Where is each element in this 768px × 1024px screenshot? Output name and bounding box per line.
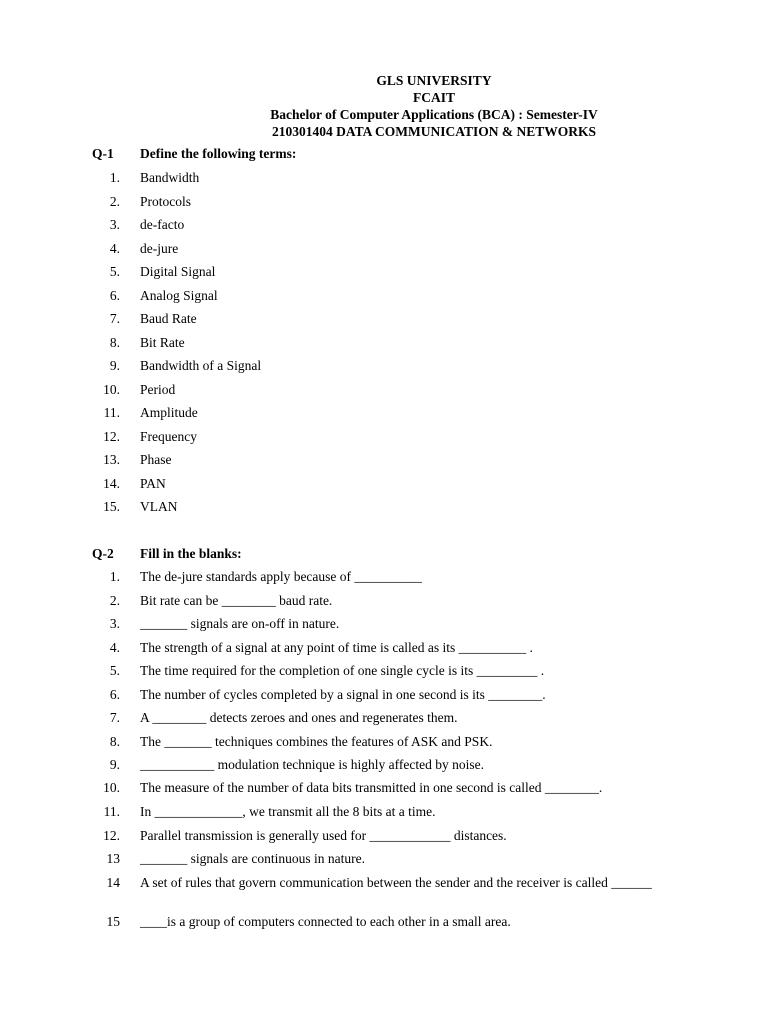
item-text: Bandwidth of a Signal xyxy=(140,358,262,373)
item-text: Protocols xyxy=(140,193,192,209)
item-number: 8. xyxy=(109,734,120,749)
q2-item xyxy=(90,686,710,704)
item-number: 3. xyxy=(109,217,120,232)
item-number: 7. xyxy=(109,710,120,725)
item-number: 7. xyxy=(109,311,120,326)
q2-item xyxy=(90,874,710,892)
item-text: Bandwidth xyxy=(140,170,200,185)
item-number: 6. xyxy=(109,287,120,303)
item-text: Amplitude xyxy=(140,405,198,420)
q2-item xyxy=(90,850,710,868)
university-name: GLS UNIVERSITY xyxy=(376,73,492,88)
item-text: Frequency xyxy=(140,428,197,444)
faculty-name: FCAIT xyxy=(412,90,455,105)
q2-number: Q-2 xyxy=(92,546,114,561)
item-number: 12. xyxy=(103,428,120,444)
item-text: The de-jure standards apply because of __________ xyxy=(140,569,422,584)
q1-item xyxy=(90,193,710,211)
q1-item xyxy=(90,334,710,352)
item-number: 1. xyxy=(109,569,120,584)
item-number: 11. xyxy=(103,804,120,819)
item-number: 14. xyxy=(103,475,120,491)
item-number: 2. xyxy=(109,593,120,608)
q1-item xyxy=(90,357,710,375)
item-number: 15. xyxy=(103,499,120,514)
q2-item xyxy=(90,615,710,633)
item-text: The _______ techniques combines the features of ASK and PSK. xyxy=(140,734,493,749)
item-text: Parallel transmission is generally used for ____________ distances. xyxy=(140,828,507,843)
item-text: de-facto xyxy=(140,217,185,232)
item-text: A set of rules that govern communication between the sender and the receiver is called ______ xyxy=(140,875,652,890)
document-header xyxy=(0,72,768,140)
q2-item xyxy=(90,827,710,845)
q1-title: Define the following terms: xyxy=(140,146,297,161)
q1-item xyxy=(90,498,710,516)
item-number: 15 xyxy=(106,914,120,929)
item-number: 5. xyxy=(109,264,120,279)
item-text: Period xyxy=(140,381,176,397)
q1-item xyxy=(90,404,710,422)
q2-item xyxy=(90,779,710,797)
q1-item xyxy=(90,475,710,493)
item-number: 9. xyxy=(109,757,120,772)
item-text: Phase xyxy=(140,452,172,467)
q1-number: Q-1 xyxy=(92,146,114,161)
item-text: The strength of a signal at any point of time is called as its __________ . xyxy=(140,640,533,655)
item-number: 5. xyxy=(109,663,120,678)
item-text: ___________ modulation technique is highly affected by noise. xyxy=(140,757,484,772)
item-text: _______ signals are continuous in nature. xyxy=(140,851,365,866)
item-text: The number of cycles completed by a signal in one second is its ________. xyxy=(140,687,546,702)
item-number: 4. xyxy=(109,240,120,256)
item-text: ____is a group of computers connected to each other in a small area. xyxy=(140,914,511,929)
item-number: 13. xyxy=(103,452,120,467)
item-text: Bit rate can be ________ baud rate. xyxy=(140,593,333,608)
item-text: The time required for the completion of one single cycle is its _________ . xyxy=(140,663,545,678)
q2-item xyxy=(90,756,710,774)
item-text: de-jure xyxy=(140,240,179,256)
item-number: 3. xyxy=(109,616,120,631)
q1-item xyxy=(90,287,710,305)
q2-item xyxy=(90,803,710,821)
item-number: 10. xyxy=(103,381,120,397)
item-number: 14 xyxy=(106,875,120,890)
q2-heading xyxy=(92,546,242,562)
item-number: 12. xyxy=(103,828,120,843)
item-text: VLAN xyxy=(140,499,178,514)
q2-item xyxy=(90,709,710,727)
item-text: A ________ detects zeroes and ones and regenerates them. xyxy=(140,710,458,725)
q2-item xyxy=(90,639,710,657)
q2-item xyxy=(90,913,710,931)
item-text: Analog Signal xyxy=(140,287,218,303)
item-text: In _____________, we transmit all the 8 bits at a time. xyxy=(140,804,436,819)
q1-item xyxy=(90,428,710,446)
item-number: 13 xyxy=(106,851,120,866)
item-text: _______ signals are on-off in nature. xyxy=(140,616,340,631)
q1-item xyxy=(90,451,710,469)
q2-item xyxy=(90,592,710,610)
program-name: Bachelor of Computer Applications (BCA) : Semester-IV xyxy=(270,107,598,122)
q1-item xyxy=(90,240,710,258)
item-number: 11. xyxy=(103,405,120,420)
item-number: 6. xyxy=(109,687,120,702)
item-text: Baud Rate xyxy=(140,311,197,326)
item-number: 2. xyxy=(109,193,120,209)
item-text: Bit Rate xyxy=(140,334,185,350)
item-number: 1. xyxy=(109,170,120,185)
q2-item xyxy=(90,733,710,751)
q2-item xyxy=(90,568,710,586)
q1-item xyxy=(90,216,710,234)
item-text: Digital Signal xyxy=(140,264,216,279)
q1-item xyxy=(90,381,710,399)
q1-heading xyxy=(92,146,296,162)
q1-item xyxy=(90,263,710,281)
q1-item xyxy=(90,169,710,187)
item-number: 9. xyxy=(109,358,120,373)
item-text: PAN xyxy=(140,475,166,491)
q2-item xyxy=(90,662,710,680)
item-number: 10. xyxy=(103,780,120,795)
q1-item xyxy=(90,310,710,328)
item-number: 4. xyxy=(109,640,120,655)
q2-title: Fill in the blanks: xyxy=(140,546,242,561)
course-title: 210301404 DATA COMMUNICATION & NETWORKS xyxy=(271,124,596,139)
item-number: 8. xyxy=(109,334,120,350)
item-text: The measure of the number of data bits transmitted in one second is called ________. xyxy=(140,780,603,795)
